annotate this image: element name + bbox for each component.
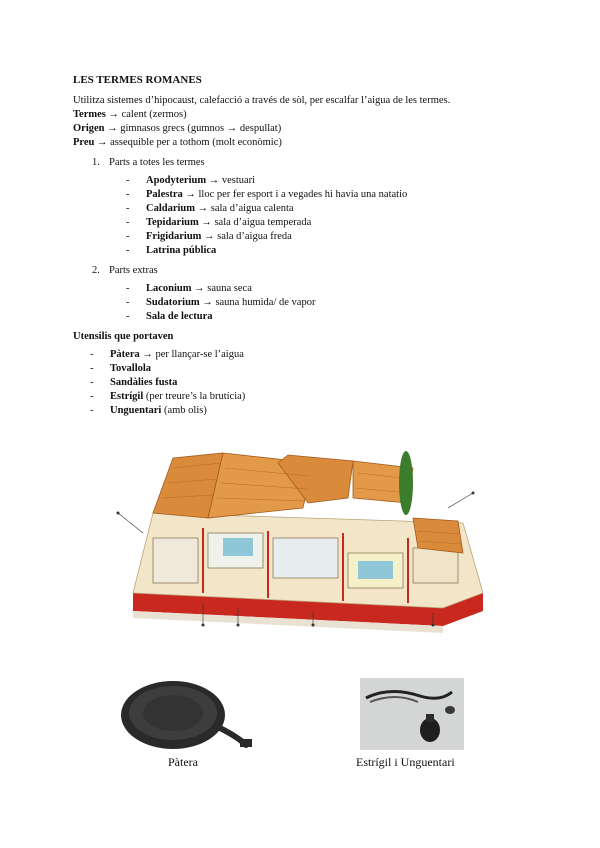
list-item: - Tepidarium → sala d’aigua temperada	[126, 217, 312, 228]
caption-estrigil: Estrígil i Unguentari	[356, 755, 455, 769]
def-preu: Preu → assequible per a tothom (molt econòmic)	[73, 137, 282, 148]
list-item: - Estrígil (per treure’s la brutícia)	[90, 391, 246, 402]
def-termes: Termes → calent (zermos)	[73, 109, 187, 120]
list-item: - Palestra → lloc per fer esport i a vegades hi havia una natatio	[126, 189, 408, 200]
intro-text: Utilitza sistemes d’hipocaust, calefacció a través de sòl, per escalfar l’aigua de les termes.	[73, 95, 451, 106]
section1-heading: 1. Parts a totes les termes	[92, 157, 205, 168]
def-origen: Origen → gimnasos grecs (gumnos → despullat)	[73, 123, 282, 134]
caption-patera: Pàtera	[168, 755, 198, 769]
estrigil-unguentari-image	[360, 678, 464, 750]
list-item: - Sandàlies fusta	[90, 377, 178, 388]
list-item: - Latrina pública	[126, 245, 217, 256]
list-item: - Sala de lectura	[126, 311, 213, 322]
patera-image	[118, 675, 258, 755]
list-item: - Apodyterium → vestuari	[126, 175, 256, 186]
tools-heading: Utensilis que portaven	[73, 331, 174, 342]
list-item: - Tovallola	[90, 363, 152, 374]
roman-baths-illustration	[113, 443, 483, 633]
list-item: - Pàtera → per llançar-se l’aigua	[90, 349, 244, 360]
list-item: - Laconium → sauna seca	[126, 283, 252, 294]
list-item: - Caldarium → sala d’aigua calenta	[126, 203, 294, 214]
list-item: - Frigidarium → sala d’aigua freda	[126, 231, 292, 242]
page-title: LES TERMES ROMANES	[73, 74, 202, 86]
list-item: - Unguentari (amb olis)	[90, 405, 207, 416]
section2-heading: 2. Parts extras	[92, 265, 158, 276]
list-item: - Sudatorium → sauna humida/ de vapor	[126, 297, 316, 308]
